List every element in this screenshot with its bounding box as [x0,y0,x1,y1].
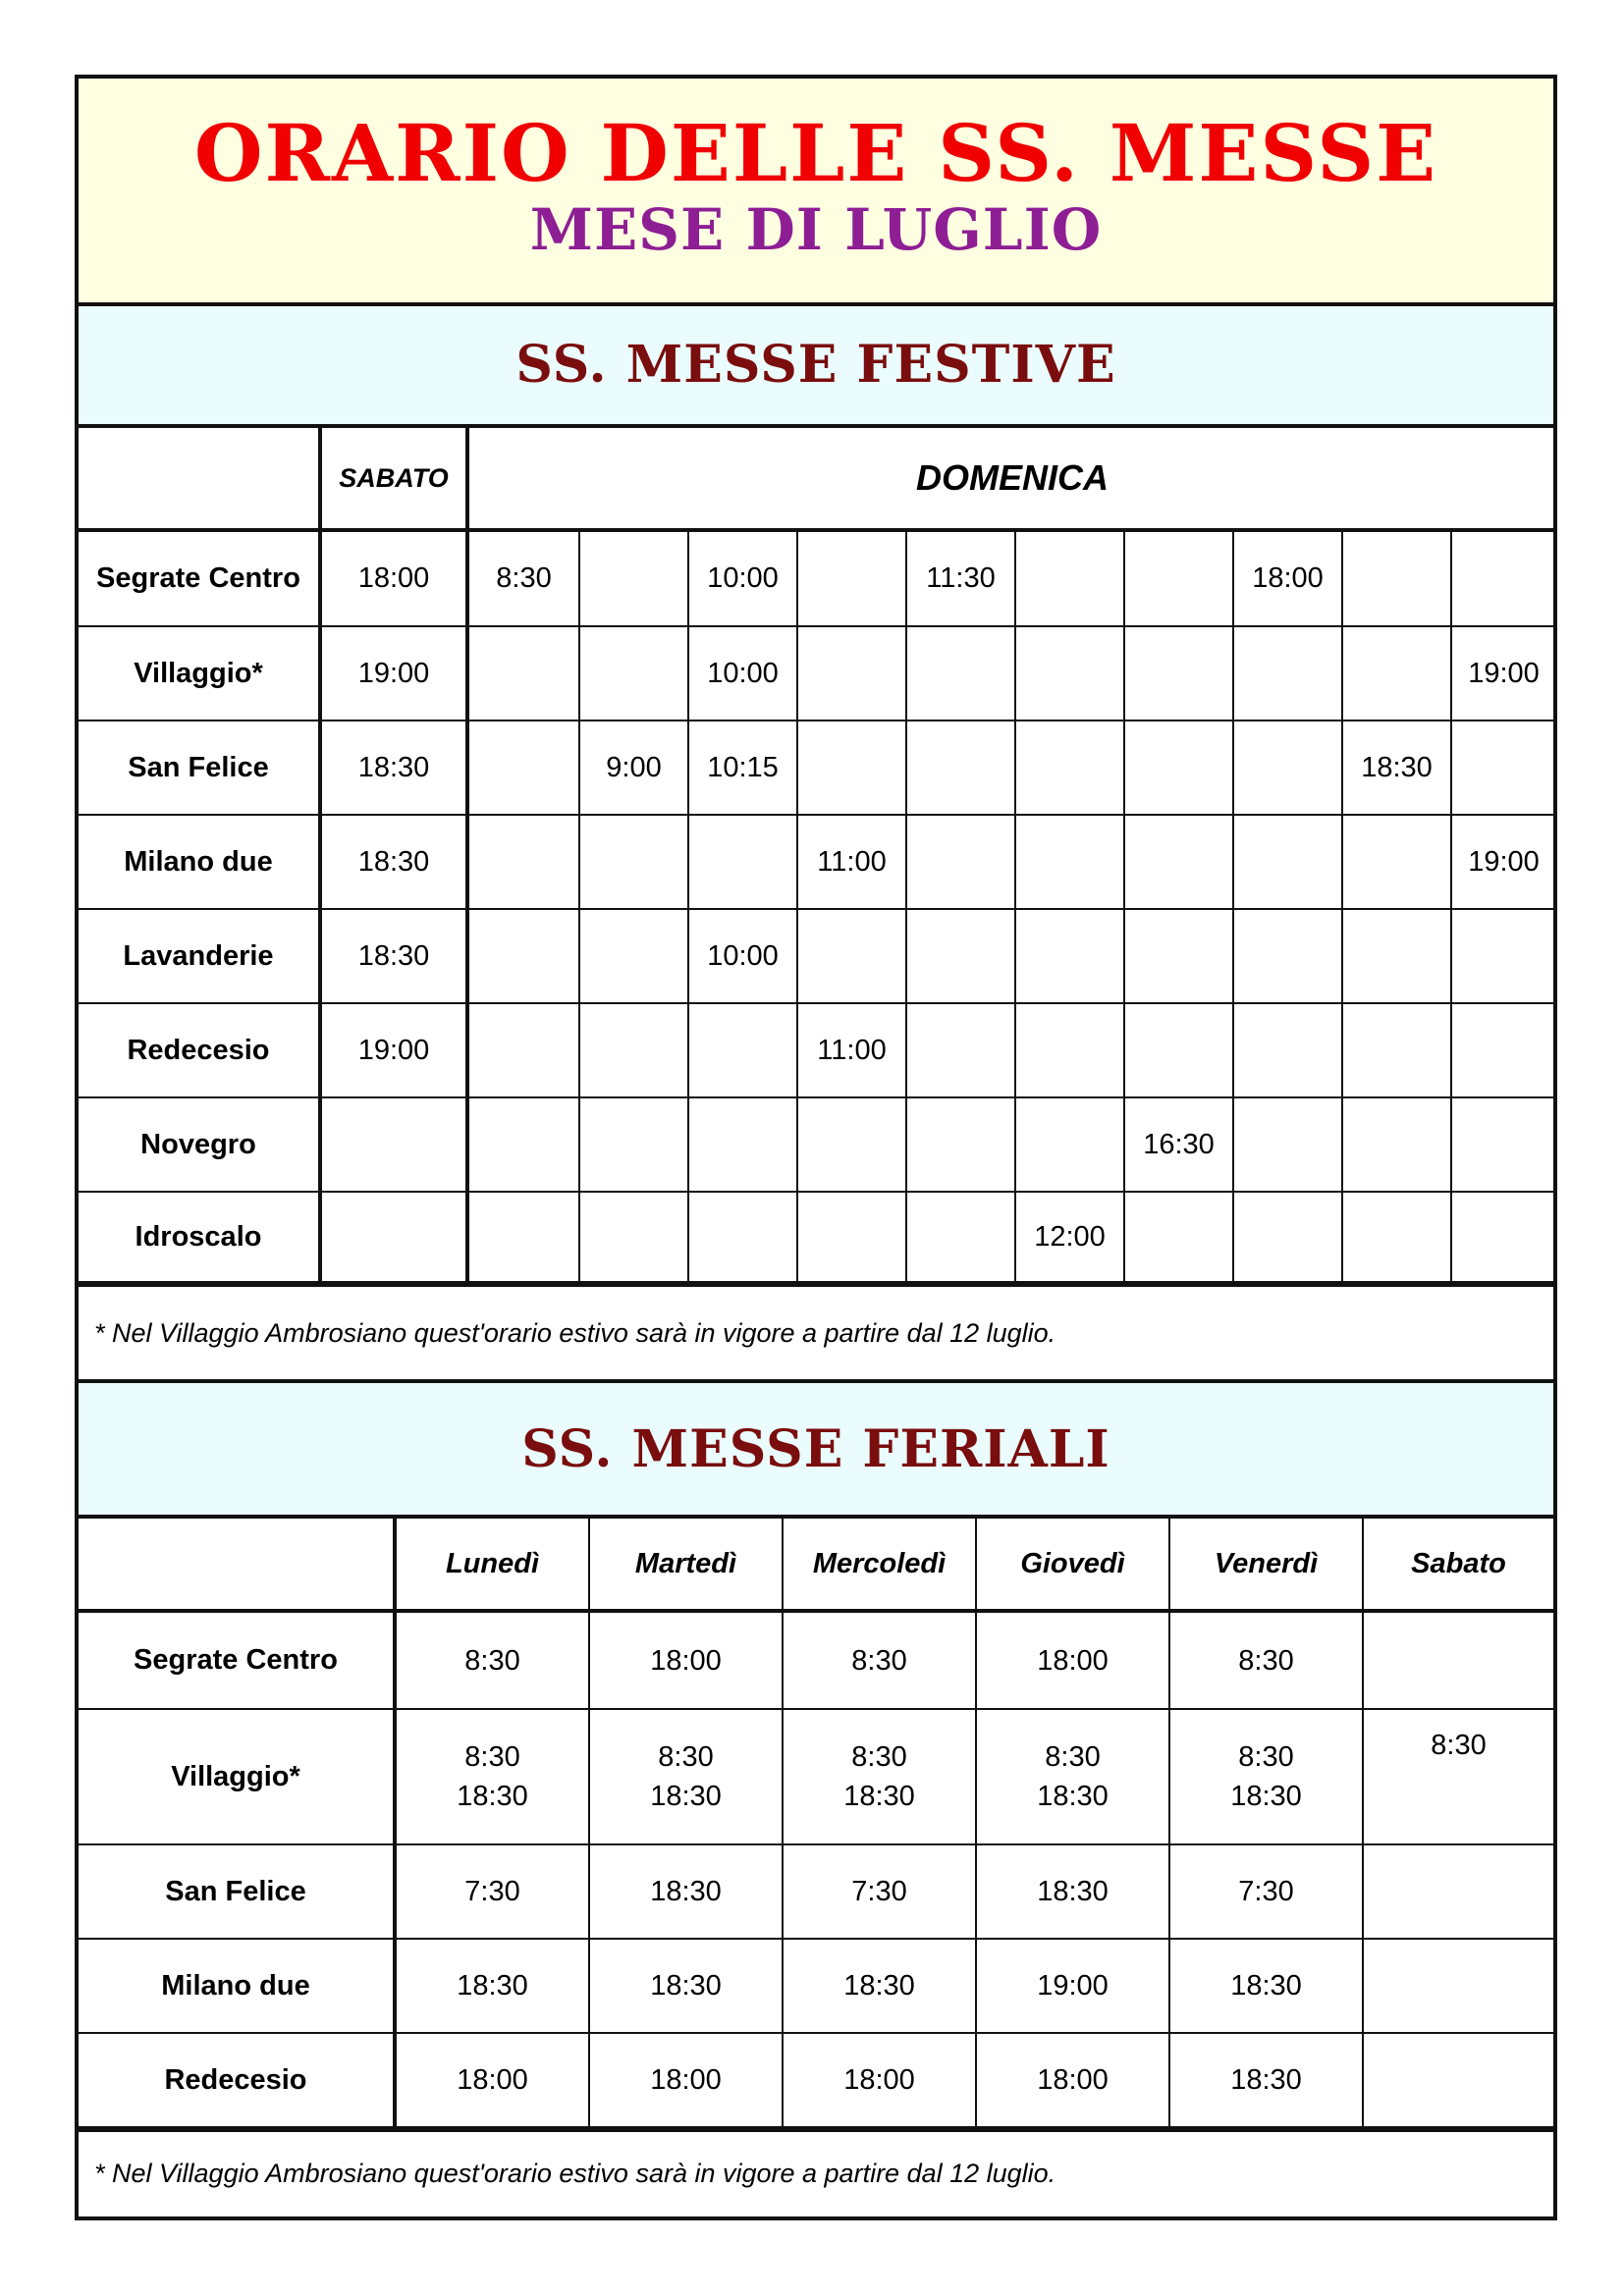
festive-sunday-cell [579,909,688,1003]
feriali-place-cell: Redecesio [79,2033,395,2127]
feriali-header-row [79,1519,1553,1611]
page-title: ORARIO DELLE SS. MESSE [193,107,1438,199]
festive-sunday-cell [1233,815,1342,909]
mass-time: 18:30 [843,1970,915,2002]
mass-time: 8:30 [851,1741,907,1773]
festive-sunday-cell [1342,1097,1451,1192]
festive-sunday-cell [1015,909,1124,1003]
mass-time: 18:00 [843,2064,915,2096]
festive-row [79,721,1555,815]
feriali-header-day: Sabato [1363,1519,1553,1611]
feriali-time-cell [1363,1709,1553,1844]
festive-section-title: SS. MESSE FESTIVE [79,306,1553,428]
festive-sunday-cell [906,1097,1015,1192]
festive-sunday-cell [906,721,1015,815]
festive-saturday-cell: 18:30 [320,909,467,1003]
feriali-time-cell [1363,1939,1553,2033]
festive-sunday-cell [688,1192,797,1282]
festive-sunday-cell [1124,815,1233,909]
festive-sunday-cell [1015,626,1124,721]
festive-sunday-cell: 10:15 [688,721,797,815]
festive-row [79,1097,1555,1192]
mass-time: 18:30 [650,1970,722,2002]
festive-sunday-cell [467,1003,579,1097]
festive-sunday-cell [906,1003,1015,1097]
festive-sunday-cell [906,815,1015,909]
feriali-place-cell: Segrate Centro [79,1611,395,1709]
mass-time: 18:30 [1230,1970,1302,2002]
mass-time: 18:30 [650,1876,722,1907]
festive-sunday-cell [1124,530,1233,626]
festive-sunday-cell [579,1192,688,1282]
feriali-time-cell [976,2033,1169,2127]
festive-footnote: * Nel Villaggio Ambrosiano quest'orario estivo sarà in vigore a partire dal 12 luglio. [79,1283,1553,1383]
page-subtitle: MESE DI LUGLIO [529,196,1103,263]
festive-sunday-cell [1124,1192,1233,1282]
festive-sunday-cell [797,626,906,721]
festive-sunday-cell [1233,626,1342,721]
feriali-place-cell: Villaggio* [79,1709,395,1844]
festive-sunday-cell [467,909,579,1003]
mass-time: 18:30 [650,1781,722,1812]
mass-time: 18:30 [457,1970,528,2002]
feriali-row [79,1844,1553,1939]
feriali-time-cell [395,2033,589,2127]
festive-sunday-cell [797,530,906,626]
festive-sunday-cell [906,1192,1015,1282]
festive-sunday-cell [579,530,688,626]
feriali-place-cell: Milano due [79,1939,395,2033]
feriali-time-cell [1169,1844,1363,1939]
festive-sunday-cell [467,1097,579,1192]
mass-time: 8:30 [464,1644,520,1677]
page-header [79,79,1553,306]
festive-sunday-cell [1342,1003,1451,1097]
festive-place-cell: Lavanderie [79,909,320,1003]
mass-time: 18:30 [1037,1781,1109,1812]
festive-sunday-cell: 19:00 [1451,815,1555,909]
festive-sunday-cell [797,1097,906,1192]
feriali-time-cell [976,1939,1169,2033]
festive-row [79,626,1555,721]
mass-time: 18:30 [843,1781,915,1812]
feriali-time-cell [395,1611,589,1709]
festive-sunday-cell [579,1097,688,1192]
festive-sunday-cell [1233,1097,1342,1192]
festive-header-domenica: DOMENICA [467,428,1555,530]
mass-time: 8:30 [1238,1644,1294,1677]
festive-sunday-cell: 18:00 [1233,530,1342,626]
festive-sunday-cell [688,1097,797,1192]
festive-sunday-cell [467,626,579,721]
festive-header-sabato: SABATO [320,428,467,530]
mass-time: 8:30 [658,1741,714,1773]
festive-sunday-cell [797,909,906,1003]
mass-time: 18:30 [457,1781,528,1812]
mass-time: 18:30 [1230,1781,1302,1812]
festive-sunday-cell: 19:00 [1451,626,1555,721]
festive-sunday-cell: 10:00 [688,530,797,626]
feriali-time-cell [395,1709,589,1844]
feriali-time-cell [395,1939,589,2033]
feriali-place-cell: San Felice [79,1844,395,1939]
festive-saturday-cell: 18:00 [320,530,467,626]
festive-sunday-cell [1015,1097,1124,1192]
mass-time: 18:00 [1037,2064,1109,2096]
feriali-table [79,1519,1553,2128]
festive-sunday-cell: 16:30 [1124,1097,1233,1192]
festive-sunday-cell [1124,909,1233,1003]
festive-row [79,1192,1555,1282]
mass-time: 7:30 [851,1876,907,1907]
festive-sunday-cell: 10:00 [688,909,797,1003]
feriali-time-cell [976,1844,1169,1939]
mass-time: 18:00 [1037,1644,1109,1677]
festive-sunday-cell: 11:00 [797,815,906,909]
festive-sunday-cell [1451,909,1555,1003]
mass-time: 8:30 [1238,1741,1294,1773]
feriali-time-cell [589,1939,783,2033]
feriali-row [79,1611,1553,1709]
festive-sunday-cell [906,909,1015,1003]
mass-time: 8:30 [464,1741,520,1773]
feriali-time-cell [1169,2033,1363,2127]
festive-sunday-cell [1124,1003,1233,1097]
feriali-footnote: * Nel Villaggio Ambrosiano quest'orario estivo sarà in vigore a partire dal 12 luglio. [79,2128,1553,2215]
festive-sunday-cell [467,815,579,909]
feriali-time-cell [1169,1709,1363,1844]
mass-time: 18:30 [1230,2064,1302,2096]
festive-place-cell: Milano due [79,815,320,909]
feriali-row [79,2033,1553,2127]
festive-saturday-cell: 18:30 [320,721,467,815]
festive-sunday-cell [1233,1192,1342,1282]
festive-sunday-cell: 11:00 [797,1003,906,1097]
festive-sunday-cell [1124,721,1233,815]
festive-sunday-cell [797,1192,906,1282]
festive-sunday-cell [1342,530,1451,626]
feriali-row [79,1709,1553,1844]
festive-table [79,428,1555,1283]
festive-sunday-cell [1015,1003,1124,1097]
feriali-section-title: SS. MESSE FERIALI [79,1383,1553,1519]
festive-sunday-cell [1233,721,1342,815]
festive-sunday-cell [467,721,579,815]
festive-sunday-cell [797,721,906,815]
schedule-frame [75,75,1557,2220]
festive-sunday-cell: 18:30 [1342,721,1451,815]
festive-sunday-cell [1451,721,1555,815]
mass-time: 18:00 [650,2064,722,2096]
feriali-header-day: Lunedì [395,1519,589,1611]
mass-time: 18:30 [1037,1876,1109,1907]
mass-time: 7:30 [1238,1876,1294,1907]
feriali-time-cell [395,1844,589,1939]
festive-sunday-cell [579,1003,688,1097]
feriali-time-cell [589,2033,783,2127]
feriali-header-day: Mercoledì [783,1519,976,1611]
festive-sunday-cell [906,626,1015,721]
feriali-time-cell [783,1709,976,1844]
feriali-time-cell [976,1709,1169,1844]
festive-sunday-cell: 10:00 [688,626,797,721]
festive-sunday-cell [1124,626,1233,721]
feriali-time-cell [589,1611,783,1709]
mass-time: 7:30 [464,1876,520,1907]
festive-sunday-cell [1233,1003,1342,1097]
festive-place-cell: Redecesio [79,1003,320,1097]
festive-sunday-cell [467,1192,579,1282]
feriali-time-cell [1363,2033,1553,2127]
festive-place-cell: Villaggio* [79,626,320,721]
festive-sunday-cell [1451,1192,1555,1282]
feriali-time-cell [783,1611,976,1709]
festive-sunday-cell: 11:30 [906,530,1015,626]
festive-sunday-cell: 9:00 [579,721,688,815]
festive-sunday-cell [1342,815,1451,909]
festive-sunday-cell [1015,530,1124,626]
mass-time: 18:00 [457,2064,528,2096]
feriali-time-cell [1363,1844,1553,1939]
mass-time: 19:00 [1037,1970,1109,2002]
festive-sunday-cell: 8:30 [467,530,579,626]
feriali-time-cell [589,1709,783,1844]
festive-sunday-cell [1451,1097,1555,1192]
festive-saturday-cell [320,1192,467,1282]
festive-sunday-cell [1451,530,1555,626]
feriali-time-cell [1169,1611,1363,1709]
feriali-header-day: Venerdì [1169,1519,1363,1611]
festive-saturday-cell [320,1097,467,1192]
mass-time: 8:30 [1431,1730,1487,1761]
festive-saturday-cell: 19:00 [320,1003,467,1097]
festive-sunday-cell [1451,1003,1555,1097]
mass-time: 8:30 [1045,1741,1101,1773]
feriali-time-cell [783,1844,976,1939]
feriali-row [79,1939,1553,2033]
festive-header-row [79,428,1555,530]
festive-saturday-cell: 19:00 [320,626,467,721]
feriali-header-day: Martedì [589,1519,783,1611]
festive-place-cell: San Felice [79,721,320,815]
festive-sunday-cell [1342,626,1451,721]
feriali-header-day: Giovedì [976,1519,1169,1611]
festive-sunday-cell [579,815,688,909]
feriali-time-cell [589,1844,783,1939]
festive-sunday-cell [1015,815,1124,909]
festive-sunday-cell: 12:00 [1015,1192,1124,1282]
festive-sunday-cell [688,1003,797,1097]
feriali-time-cell [783,2033,976,2127]
festive-row [79,1003,1555,1097]
festive-saturday-cell: 18:30 [320,815,467,909]
festive-corner-cell [79,428,320,530]
festive-sunday-cell [1342,909,1451,1003]
feriali-time-cell [1169,1939,1363,2033]
mass-time: 8:30 [851,1644,907,1677]
festive-sunday-cell [1233,909,1342,1003]
festive-place-cell: Segrate Centro [79,530,320,626]
feriali-time-cell [783,1939,976,2033]
festive-sunday-cell [1015,721,1124,815]
festive-sunday-cell [688,815,797,909]
feriali-time-cell [1363,1611,1553,1709]
festive-sunday-cell [579,626,688,721]
feriali-time-cell [976,1611,1169,1709]
mass-time: 18:00 [650,1644,722,1677]
festive-sunday-cell [1342,1192,1451,1282]
festive-place-cell: Idroscalo [79,1192,320,1282]
festive-row [79,815,1555,909]
feriali-corner-cell [79,1519,395,1611]
festive-row [79,909,1555,1003]
festive-place-cell: Novegro [79,1097,320,1192]
festive-row [79,530,1555,626]
